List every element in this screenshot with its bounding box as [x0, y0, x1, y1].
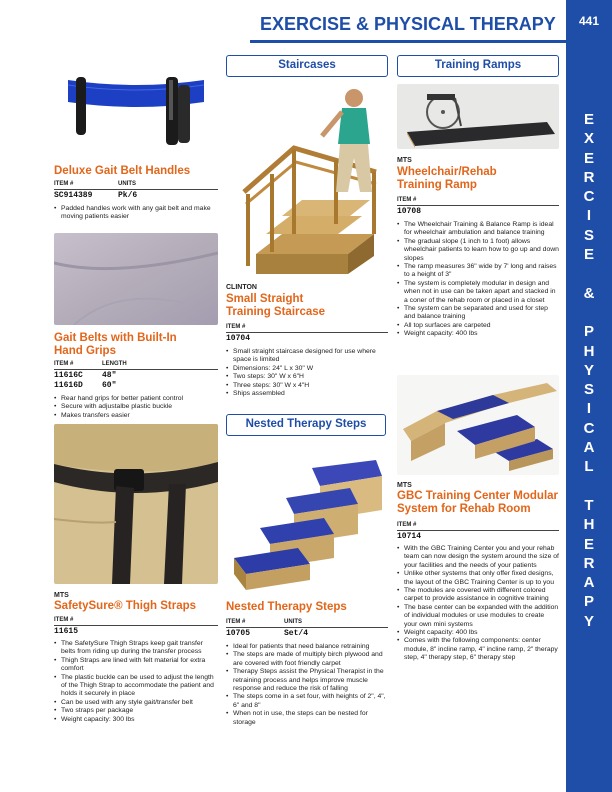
side-letter: E [583, 149, 594, 167]
item-number: 11616C [54, 371, 83, 380]
title-line: Training Ramp [397, 179, 477, 191]
feature-item: • Ships assembled [226, 390, 388, 398]
title-line: Small Straight [226, 293, 304, 305]
title-rule [250, 40, 566, 43]
side-letter: E [583, 535, 594, 553]
title-line: Gait Belts with Built-In [54, 332, 177, 344]
gait-belts-photo [54, 233, 218, 325]
feature-item: • Comes with the following components: center module, 8" incline ramp, 4" incline ramp, 2" therapy step, 4" therapy step, 6" therapy step [397, 637, 559, 662]
feature-list [397, 221, 559, 339]
side-letter [566, 264, 612, 283]
side-letter [566, 303, 612, 322]
feature-item: • Padded handles work with any gait belt and make moving patients easier [54, 205, 219, 222]
table-rule [226, 627, 388, 628]
feature-list [397, 545, 559, 663]
product-title: Deluxe Gait Belt Handles [54, 165, 191, 177]
side-letter: E [583, 246, 594, 264]
item-number: 10708 [397, 207, 422, 216]
side-letter: H [583, 342, 595, 360]
feature-item: • Three steps: 30" W x 4"H [226, 382, 388, 390]
side-letter: H [583, 516, 595, 534]
feature-item: • The steps are made of multiply birch plywood and are covered with foot friendly carpet [226, 651, 388, 668]
product-title [54, 332, 219, 358]
feature-item: • Weight capacity: 300 lbs [54, 716, 219, 724]
tab-nested-therapy-steps: Nested Therapy Steps [226, 414, 386, 436]
title-line: System for Rehab Room [397, 503, 531, 515]
feature-item: • All top surfaces are carpeted [397, 322, 559, 330]
item-number-header: ITEM # [54, 361, 74, 367]
feature-item: • Makes transfers easier [54, 412, 219, 420]
item-number-header: ITEM # [397, 197, 417, 203]
gait-belt-handles-photo [54, 55, 218, 155]
side-category-letters [566, 110, 612, 631]
length-value: 60" [102, 381, 117, 390]
feature-item: • The base center can be expanded with the addition of individual modules or use modules to create your own mini systems [397, 604, 559, 629]
item-number: 11615 [54, 627, 79, 636]
feature-item: • Dimensions: 24" L x 30" W [226, 365, 388, 373]
tab-staircases: Staircases [226, 55, 388, 77]
gbc-training-center-photo [397, 375, 559, 475]
feature-item: • The Wheelchair Training & Balance Ramp is ideal for wheelchair ambulation and balance training [397, 221, 559, 238]
brand-label: MTS [54, 592, 69, 599]
item-number-header: ITEM # [54, 181, 74, 187]
staircase-photo [226, 84, 388, 276]
feature-item: • When not in use, the steps can be nested for storage [226, 710, 388, 727]
item-number: 10704 [226, 334, 251, 343]
rehab-ramp-photo [397, 84, 559, 149]
feature-item: • The plastic buckle can be used to adjust the length of the Thigh Strap to accommodate the patient and holds it securely in place [54, 674, 219, 699]
item-number-header: ITEM # [226, 619, 246, 625]
title-line: GBC Training Center Modular [397, 490, 559, 502]
feature-item: • Unlike other systems that only offer fixed designs, the layout of the GBC Training Center is up to you [397, 570, 559, 587]
item-number: SC914389 [54, 191, 93, 200]
feature-item: • The ramp measures 36" wide by 7' long and raises to a height of 3" [397, 263, 559, 280]
feature-item: • The system is completely modular in design and when not in use can be taken apart and stacked in a coner of the rehab room or placed in a closet [397, 280, 559, 305]
feature-item: • Two steps: 30" W x 6"H [226, 373, 388, 381]
feature-item: • Thigh Straps are lined with felt material for extra comfort [54, 657, 219, 674]
feature-item: • The steps come in a set four, with heights of 2", 4", 6" and 8" [226, 693, 388, 710]
feature-item: • Rear hand grips for better patient control [54, 395, 219, 403]
brand-label: MTS [397, 157, 412, 164]
units-header: UNITS [284, 619, 302, 625]
units-value: Pk/6 [118, 191, 138, 200]
tab-training-ramps: Training Ramps [397, 55, 559, 77]
thigh-straps-photo [54, 424, 218, 584]
feature-item: • The modules are covered with different colored carpet to provide assistance in cognitive training [397, 587, 559, 604]
side-letter: S [583, 226, 594, 244]
feature-item: • Two straps per package [54, 707, 219, 715]
item-number-header: ITEM # [397, 522, 417, 528]
side-letter: P [583, 323, 594, 341]
item-number: 10705 [226, 629, 251, 638]
table-rule [397, 205, 559, 206]
brand-label: CLINTON [226, 284, 257, 291]
side-letter: Y [583, 612, 594, 630]
table-rule [54, 625, 218, 626]
side-letter: I [586, 207, 592, 225]
side-letter: A [583, 439, 595, 457]
page-number: 441 [578, 14, 600, 28]
product-title [397, 166, 559, 192]
side-letter: & [583, 284, 595, 302]
side-letter: T [584, 496, 594, 514]
table-rule [54, 369, 218, 370]
length-header: LENGTH [102, 361, 127, 367]
side-letter: R [583, 554, 595, 572]
brand-label: MTS [397, 482, 412, 489]
side-letter: X [583, 130, 594, 148]
side-letter: L [584, 458, 594, 476]
feature-list [54, 640, 219, 724]
title-line: Training Staircase [226, 306, 326, 318]
feature-list [226, 643, 388, 727]
page-title: EXERCISE & PHYSICAL THERAPY [260, 14, 556, 34]
item-number-header: ITEM # [226, 324, 246, 330]
feature-list [54, 205, 219, 222]
side-letter: P [583, 593, 594, 611]
feature-item: • Ideal for patients that need balance retraining [226, 643, 388, 651]
feature-item: • Weight capacity: 400 lbs [397, 629, 559, 637]
side-letter: S [583, 381, 594, 399]
feature-item: • Therapy Steps assist the Physical Therapist in the retraining process and helps improve muscle response and reduce the risk of falling [226, 668, 388, 693]
product-title: SafetySure® Thigh Straps [54, 600, 197, 612]
feature-item: • Weight capacity: 400 lbs [397, 330, 559, 338]
feature-item: • The system can be separated and used for step and balance training [397, 305, 559, 322]
length-value: 48" [102, 371, 117, 380]
table-rule [54, 189, 218, 190]
table-rule [397, 530, 559, 531]
side-letter: I [586, 400, 592, 418]
feature-item: • The SafetySure Thigh Straps keep gait transfer belts from riding up during the transfer process [54, 640, 219, 657]
product-title [226, 293, 388, 319]
feature-item: • The gradual slope (1 inch to 1 foot) allows wheelchair patients to learn how to go up and down slopes [397, 238, 559, 263]
feature-list [226, 348, 388, 398]
feature-item: • Small straight staircase designed for use where space is limited [226, 348, 388, 365]
side-letter: C [583, 188, 595, 206]
item-number: 11616D [54, 381, 83, 390]
side-letter: C [583, 419, 595, 437]
side-letter: E [583, 111, 594, 128]
side-letter: A [583, 574, 595, 592]
item-number: 10714 [397, 532, 422, 541]
units-header: UNITS [118, 181, 136, 187]
title-line: Hand Grips [54, 345, 116, 357]
product-title [397, 490, 559, 516]
side-letter: R [583, 168, 595, 186]
table-rule [226, 332, 388, 333]
title-line: Wheelchair/Rehab [397, 166, 497, 178]
side-letter: Y [583, 361, 594, 379]
feature-list [54, 395, 219, 420]
feature-item: • Can be used with any style gait/transfer belt [54, 699, 219, 707]
nested-steps-photo [226, 440, 388, 596]
feature-item: • Secure with adjustalbe plastic buckle [54, 403, 219, 411]
side-letter [566, 477, 612, 496]
feature-item: • With the GBC Training Center you and your rehab team can now design the system around the size of your facilities and the needs of your patients [397, 545, 559, 570]
item-number-header: ITEM # [54, 617, 74, 623]
product-title: Nested Therapy Steps [226, 601, 347, 613]
units-value: Set/4 [284, 629, 309, 638]
